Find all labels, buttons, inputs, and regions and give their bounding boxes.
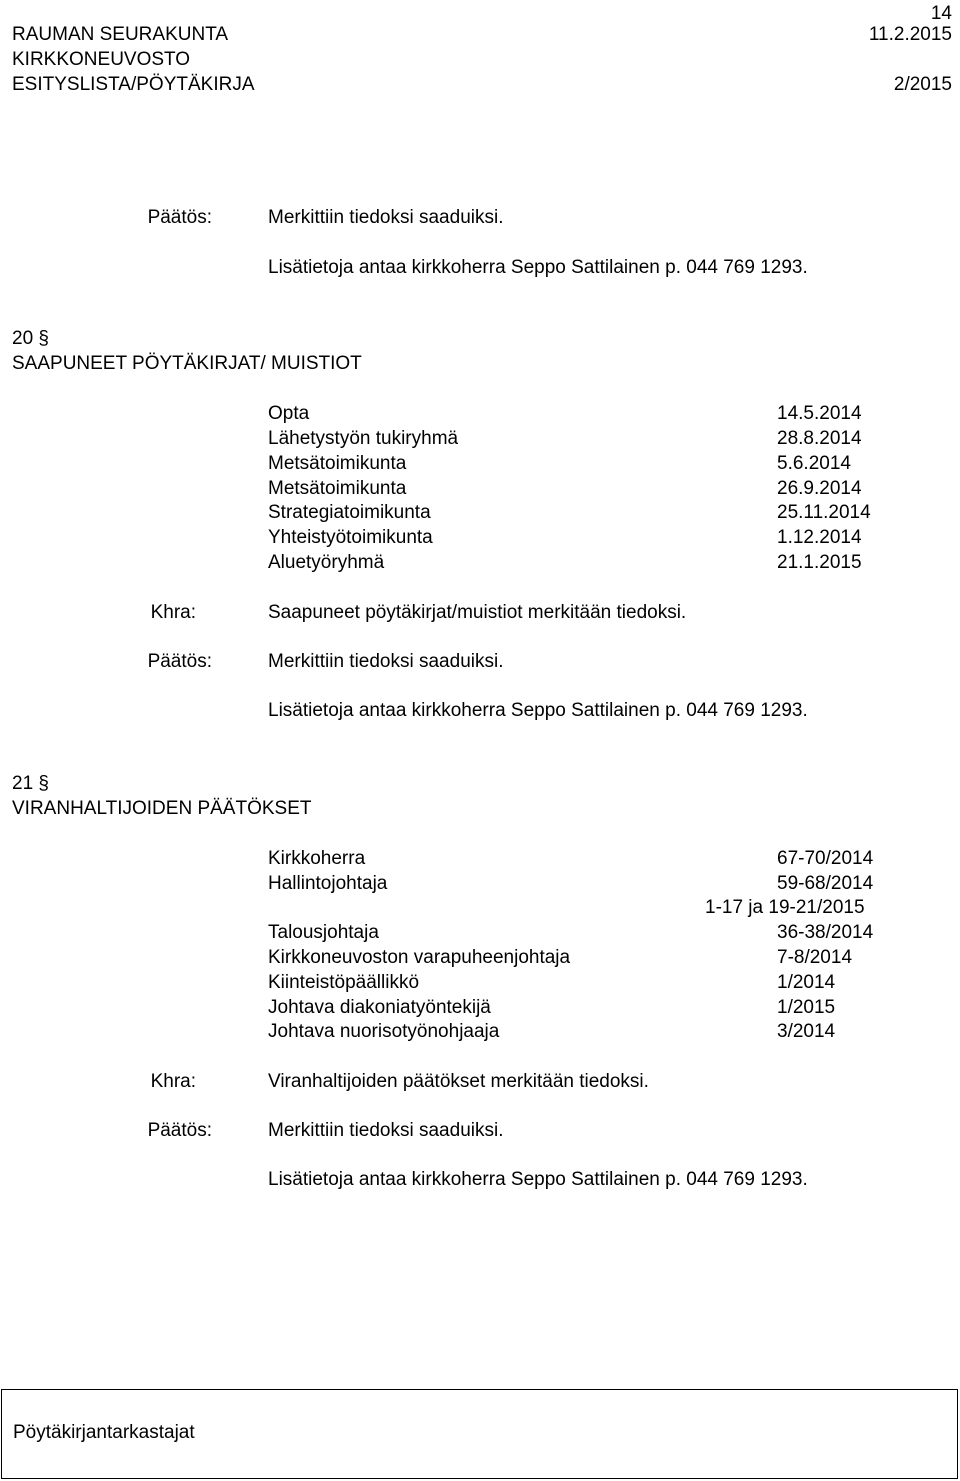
paatos-label: Päätös:	[147, 1120, 212, 1141]
info-text: Lisätietoja antaa kirkkoherra Seppo Sattilainen p. 044 769 1293.	[268, 700, 808, 721]
section-heading-20	[12, 329, 49, 348]
list-item-name: Metsätoimikunta	[268, 478, 407, 499]
section-mark: §	[38, 328, 49, 349]
section-heading-21	[12, 774, 49, 793]
list-item-name: Johtava nuorisotyönohjaaja	[268, 1021, 500, 1042]
list-item-name: Opta	[268, 403, 310, 424]
info-text: Lisätietoja antaa kirkkoherra Seppo Sattilainen p. 044 769 1293.	[268, 257, 808, 278]
list-item-value: 1/2014	[777, 972, 836, 993]
header-org: RAUMAN SEURAKUNTA	[12, 24, 229, 45]
list-item-value: 36-38/2014	[777, 922, 874, 943]
list-item-name: Hallintojohtaja	[268, 873, 388, 894]
list-item-name: Lähetystyön tukiryhmä	[268, 428, 459, 449]
list-item-value: 67-70/2014	[777, 848, 874, 869]
header-doc-type: ESITYSLISTA/PÖYTÄKIRJA	[12, 74, 255, 95]
list-item-name: Kiinteistöpäällikkö	[268, 972, 420, 993]
info-text: Lisätietoja antaa kirkkoherra Seppo Sattilainen p. 044 769 1293.	[268, 1169, 808, 1190]
khra-label: Khra:	[150, 602, 196, 623]
page-number: 14	[930, 3, 952, 24]
list-item-value: 1-17 ja 19-21/2015	[705, 897, 865, 918]
list-item-date: 21.1.2015	[777, 552, 862, 573]
list-item-value: 7-8/2014	[777, 947, 853, 968]
header-issue: 2/2015	[893, 74, 952, 95]
list-item-name: Kirkkoherra	[268, 848, 366, 869]
section-title: SAAPUNEET PÖYTÄKIRJAT/ MUISTIOT	[12, 353, 362, 374]
list-item-date: 28.8.2014	[777, 428, 862, 449]
paatos-text: Merkittiin tiedoksi saaduiksi.	[268, 207, 504, 228]
khra-text: Viranhaltijoiden päätökset merkitään tiedoksi.	[268, 1071, 649, 1092]
signature-box	[1, 1389, 958, 1479]
list-item-date: 14.5.2014	[777, 403, 862, 424]
list-item-name: Johtava diakoniatyöntekijä	[268, 997, 491, 1018]
paatos-text: Merkittiin tiedoksi saaduiksi.	[268, 651, 504, 672]
paatos-label: Päätös:	[147, 651, 212, 672]
header-body: KIRKKONEUVOSTO	[12, 49, 191, 70]
header-date: 11.2.2015	[868, 24, 952, 45]
khra-label: Khra:	[150, 1071, 196, 1092]
list-item-name: Strategiatoimikunta	[268, 502, 431, 523]
section-number: 21	[12, 773, 34, 794]
section-title: VIRANHALTIJOIDEN PÄÄTÖKSET	[12, 798, 312, 819]
section-mark: §	[38, 773, 49, 794]
minutes-checkers-label: Pöytäkirjantarkastajat	[13, 1422, 195, 1443]
list-item-value: 1/2015	[777, 997, 836, 1018]
list-item-name: Metsätoimikunta	[268, 453, 407, 474]
list-item-name: Aluetyöryhmä	[268, 552, 385, 573]
list-item-name: Yhteistyötoimikunta	[268, 527, 433, 548]
list-item-name: Talousjohtaja	[268, 922, 379, 943]
list-item-date: 1.12.2014	[777, 527, 862, 548]
list-item-date: 26.9.2014	[777, 478, 862, 499]
paatos-text: Merkittiin tiedoksi saaduiksi.	[268, 1120, 504, 1141]
list-item-name: Kirkkoneuvoston varapuheenjohtaja	[268, 947, 571, 968]
list-item-date: 5.6.2014	[777, 453, 851, 474]
section-number: 20	[12, 328, 34, 349]
list-item-date: 25.11.2014	[777, 502, 871, 523]
list-item-value: 59-68/2014	[777, 873, 874, 894]
paatos-label: Päätös:	[147, 207, 212, 228]
khra-text: Saapuneet pöytäkirjat/muistiot merkitään tiedoksi.	[268, 602, 687, 623]
list-item-value: 3/2014	[777, 1021, 836, 1042]
